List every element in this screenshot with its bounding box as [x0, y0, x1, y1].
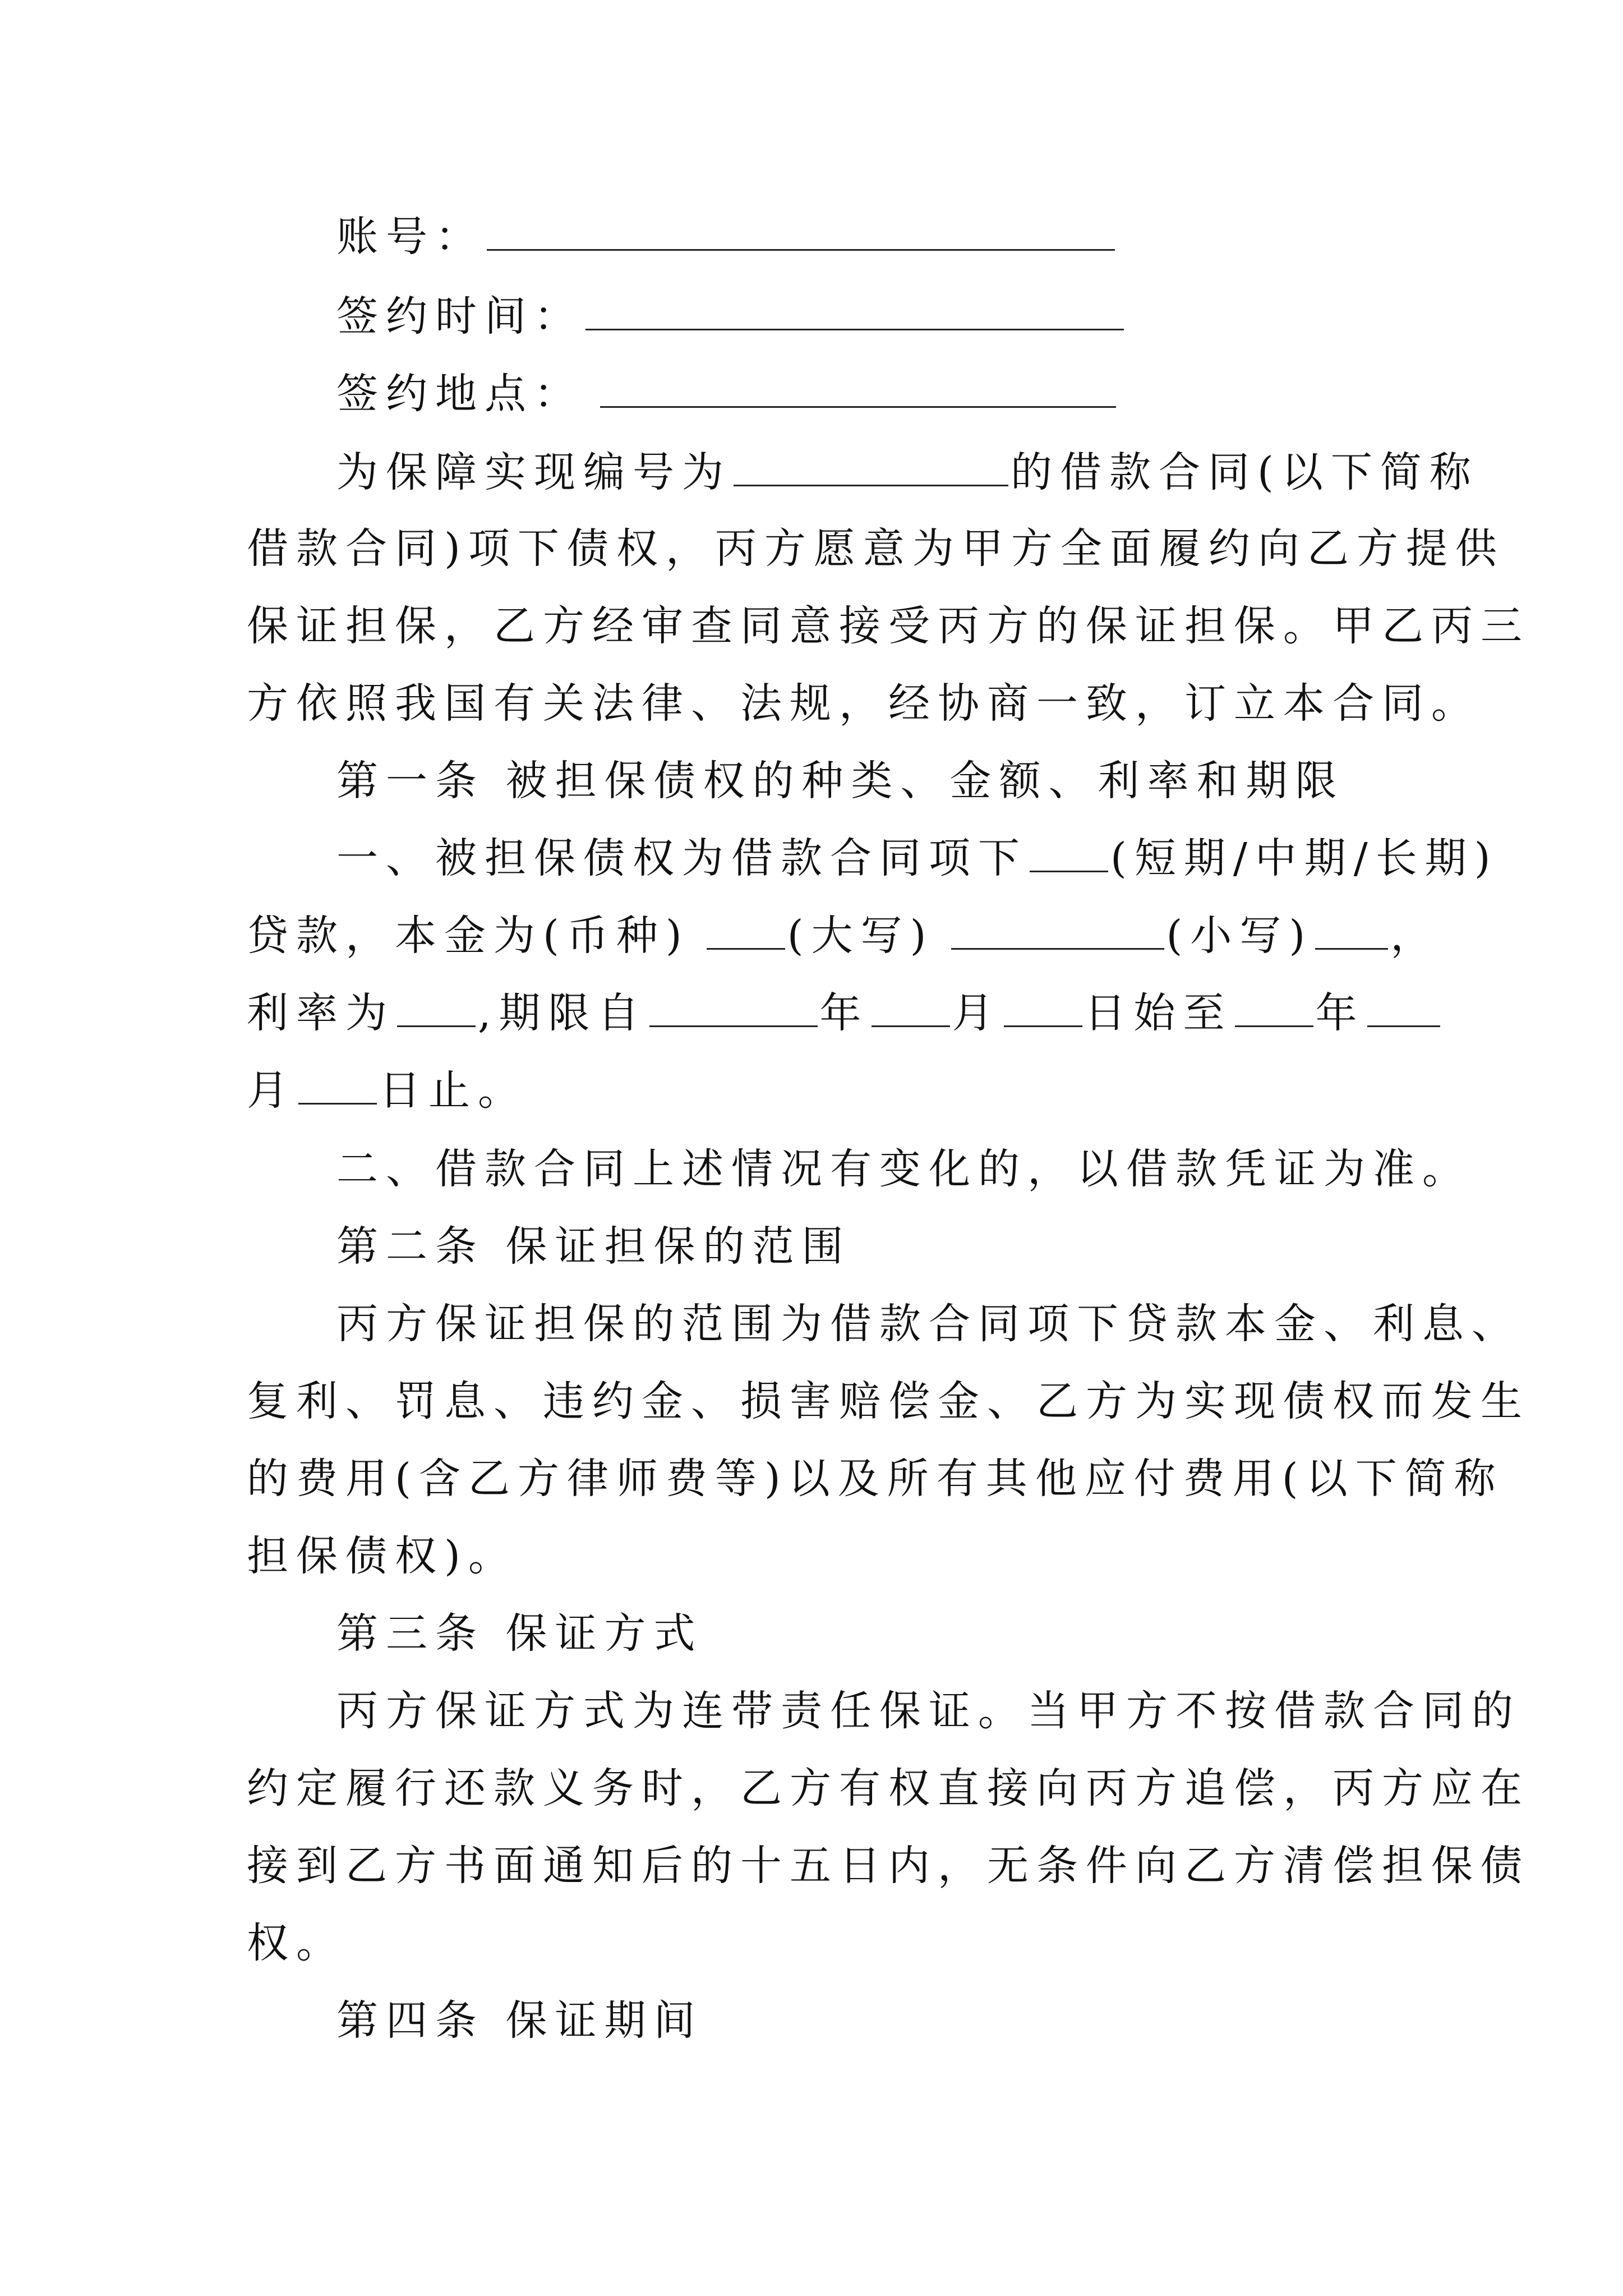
article-1-text: 年 [819, 989, 869, 1037]
article-1-text: (大写) [787, 912, 934, 960]
sign-time-label: 签约时间： [336, 292, 583, 341]
start-year-blank[interactable] [649, 991, 818, 1027]
account-blank[interactable] [487, 214, 1115, 251]
article-1-text: 月 [952, 989, 1002, 1037]
sign-place-label: 签约地点： [336, 370, 583, 418]
article-2-line-4: 担保债权)。 [247, 1532, 518, 1580]
start-day-blank[interactable] [1004, 991, 1082, 1027]
article-2-line-2: 复利、罚息、违约金、损害赔偿金、乙方为实现债权而发生 [247, 1377, 1530, 1425]
article-1-p1-line-1 [336, 830, 1514, 886]
sign-place-field [336, 366, 1514, 422]
preamble-line-4: 方依照我国有关法律、法规，经协商一致，订立本合同。 [247, 679, 1481, 728]
article-1-text: 利率为 [247, 989, 395, 1037]
article-3-line-1: 丙方保证方式为连带责任保证。当甲方不按借款合同的 [336, 1687, 1521, 1735]
sign-place-blank[interactable] [600, 371, 1116, 408]
article-1-text: (短期/中期/长期) [1110, 834, 1498, 882]
currency-blank[interactable] [707, 913, 785, 950]
article-3-line-4: 权。 [247, 1919, 345, 1967]
article-1-text: 一、被担保债权为借款合同项下 [336, 834, 1027, 882]
account-label: 账号： [336, 213, 485, 261]
end-day-blank[interactable] [298, 1068, 377, 1105]
start-month-blank[interactable] [872, 991, 950, 1027]
account-field [336, 209, 1514, 265]
article-1-text: 日始至 [1084, 989, 1233, 1037]
article-3-line-3: 接到乙方书面通知后的十五日内，无条件向乙方清偿担保债 [247, 1842, 1530, 1890]
article-2-title: 第二条 保证担保的范围 [336, 1222, 851, 1271]
article-1-p1-line-3 [247, 985, 1424, 1041]
article-1-text: ， [1390, 912, 1440, 960]
article-1-text: (小写) [1166, 912, 1313, 960]
article-2-line-1: 丙方保证担保的范围为借款合同项下贷款本金、利息、 [336, 1300, 1521, 1348]
preamble-text: 为保障实现编号为 [336, 448, 731, 496]
end-month-blank[interactable] [1367, 991, 1440, 1027]
preamble-text: 的借款合同(以下简称 [1011, 448, 1479, 496]
article-1-text: 月 [247, 1066, 296, 1115]
article-1-p2: 二、借款合同上述情况有变化的，以借款凭证为准。 [336, 1145, 1472, 1193]
preamble-line-2: 借款合同)项下债权，丙方愿意为甲方全面履约向乙方提供 [247, 524, 1505, 573]
preamble-line-1 [336, 444, 1514, 500]
article-3-line-2: 约定履行还款义务时，乙方有权直接向丙方追偿，丙方应在 [247, 1764, 1530, 1812]
preamble-line-3: 保证担保，乙方经审查同意接受丙方的保证担保。甲乙丙三 [247, 602, 1530, 650]
article-1-text: 贷款，本金为(币种) [247, 912, 690, 960]
amount-uppercase-blank[interactable] [951, 913, 1164, 950]
interest-rate-blank[interactable] [397, 991, 476, 1027]
amount-lowercase-blank[interactable] [1315, 913, 1388, 950]
article-1-text: 年 [1315, 989, 1365, 1037]
article-3-title: 第三条 保证方式 [336, 1609, 703, 1658]
article-1-p1-line-4 [247, 1062, 1424, 1119]
article-1-title: 第一条 被担保债权的种类、金额、利率和期限 [336, 757, 1345, 805]
end-year-blank[interactable] [1235, 991, 1313, 1027]
article-4-title: 第四条 保证期间 [336, 1996, 703, 2045]
contract-number-blank[interactable] [734, 450, 1008, 486]
loan-term-blank[interactable] [1030, 836, 1108, 872]
article-2-line-3: 的费用(含乙方律师费等)以及所有其他应付费用(以下简称 [247, 1455, 1504, 1503]
sign-time-field [336, 288, 1514, 344]
sign-time-blank[interactable] [585, 294, 1124, 330]
article-1-text: ,期限自 [478, 989, 647, 1037]
article-1-text: 日止。 [379, 1066, 527, 1115]
article-1-p1-line-2 [247, 908, 1440, 964]
